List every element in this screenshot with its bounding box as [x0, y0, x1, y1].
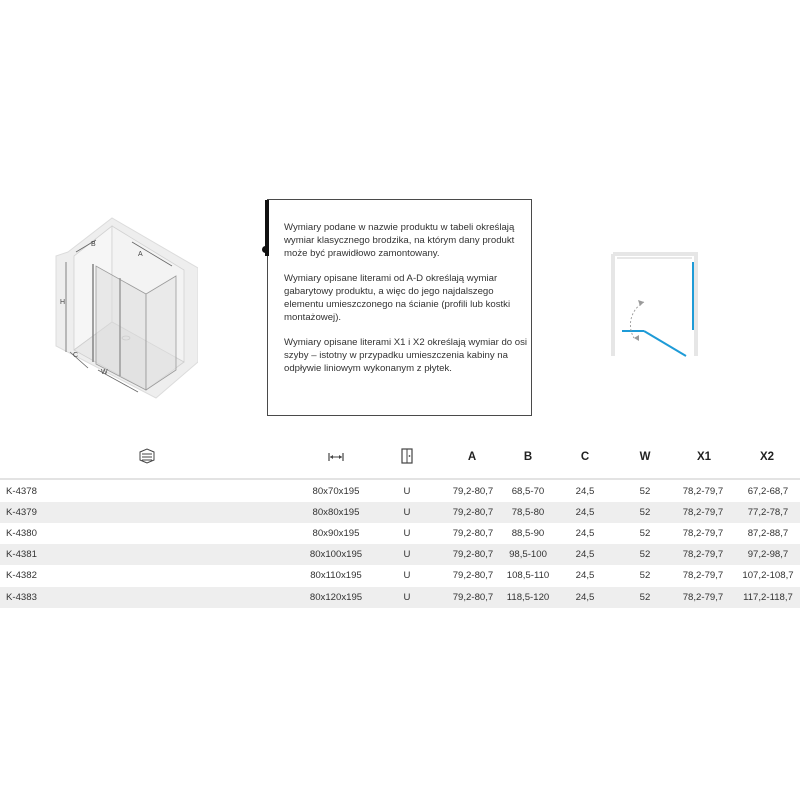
- width-arrows-icon: [328, 452, 344, 462]
- dimension-w: 52: [639, 486, 651, 497]
- column-header-x2: X2: [759, 451, 775, 463]
- info-paragraph-product-size: Wymiary podane w nazwie produktu w tabeli określają wymiar klasycznego brodzika, na którym dany produkt może być prawidłowo zamontowany.: [284, 222, 515, 259]
- door-type: U: [403, 528, 411, 539]
- door-type: U: [403, 570, 411, 581]
- column-header-a: A: [467, 451, 477, 463]
- dimension-label-a: A: [138, 251, 143, 258]
- dimension-b: 88,5-90: [511, 528, 545, 539]
- dimension-a: 79,2-80,7: [452, 507, 494, 518]
- door-type: U: [403, 549, 411, 560]
- dimension-a: 79,2-80,7: [452, 486, 494, 497]
- dimension-x2: 77,2-78,7: [747, 507, 789, 518]
- dimension-w: 52: [639, 570, 651, 581]
- dimension-x1: 78,2-79,7: [682, 486, 724, 497]
- product-code: K-4381: [6, 549, 37, 560]
- dimension-x2: 107,2-108,7: [742, 570, 794, 581]
- table-row: [0, 544, 800, 565]
- product-size: 80x80x195: [312, 507, 360, 518]
- dimension-label-c: C: [73, 352, 79, 359]
- dimension-x1: 78,2-79,7: [682, 549, 724, 560]
- table-row: [0, 587, 800, 608]
- column-header-b: B: [523, 451, 533, 463]
- dimension-x1: 78,2-79,7: [682, 592, 724, 603]
- table-row: [0, 565, 800, 586]
- column-header-c: C: [580, 451, 590, 463]
- product-code: K-4383: [6, 592, 37, 603]
- table-header-divider: [0, 478, 800, 480]
- table-row: [0, 481, 800, 502]
- dimension-c: 24,5: [575, 486, 595, 497]
- dimension-label-h: H: [60, 299, 66, 306]
- product-code: K-4382: [6, 570, 37, 581]
- product-size: 80x100x195: [309, 549, 363, 560]
- dimension-a: 79,2-80,7: [452, 570, 494, 581]
- dimension-c: 24,5: [575, 592, 595, 603]
- shower-cabin-icon: [138, 448, 156, 464]
- dimension-c: 24,5: [575, 549, 595, 560]
- dimension-b: 78,5-80: [511, 507, 545, 518]
- table-header: [0, 440, 800, 476]
- dimension-x2: 117,2-118,7: [743, 592, 793, 603]
- dimension-x1: 78,2-79,7: [682, 570, 724, 581]
- column-header-x1: X1: [696, 451, 712, 463]
- dimension-w: 52: [639, 507, 651, 518]
- door-swing-diagram: [606, 246, 706, 371]
- dimension-b: 118,5-120: [506, 592, 550, 603]
- dimension-c: 24,5: [575, 570, 595, 581]
- info-marker-dot: [262, 246, 269, 253]
- product-size: 80x120x195: [309, 592, 363, 603]
- dimension-x2: 97,2-98,7: [747, 549, 789, 560]
- product-code: K-4379: [6, 507, 37, 518]
- info-paragraph-a-d: Wymiary opisane literami od A-D określają wymiar gabarytowy produktu, a więc do jego najdalszego elementu umieszczonego na ścianie (profili lub kostki montażowej).: [284, 273, 511, 323]
- dimension-a: 79,2-80,7: [452, 528, 494, 539]
- dimension-x1: 78,2-79,7: [682, 507, 724, 518]
- table-row: [0, 523, 800, 544]
- product-code: K-4378: [6, 486, 37, 497]
- dimension-c: 24,5: [575, 507, 595, 518]
- dimension-w: 52: [639, 592, 651, 603]
- column-header-w: W: [639, 451, 651, 463]
- dimension-x2: 67,2-68,7: [747, 486, 789, 497]
- shower-cabin-diagram: [48, 212, 198, 412]
- door-type: U: [403, 486, 411, 497]
- dimension-b: 108,5-110: [506, 570, 550, 581]
- table-row: [0, 502, 800, 523]
- product-code: K-4380: [6, 528, 37, 539]
- product-size: 80x110x195: [310, 570, 362, 581]
- dimension-label-w: W: [101, 369, 108, 376]
- dimension-x2: 87,2-88,7: [747, 528, 789, 539]
- product-size: 80x70x195: [312, 486, 360, 497]
- door-icon: [401, 448, 413, 464]
- dimension-b: 98,5-100: [509, 549, 547, 560]
- info-paragraph-x1-x2: Wymiary opisane literami X1 i X2 określają wymiar do osi szyby – istotny w przypadku umieszczenia kabiny na odpływie liniowym wykonanym z płytek.: [284, 337, 528, 375]
- dimension-w: 52: [639, 528, 651, 539]
- product-size: 80x90x195: [312, 528, 360, 539]
- dimension-b: 68,5-70: [511, 486, 545, 497]
- dimension-w: 52: [639, 549, 651, 560]
- dimension-c: 24,5: [575, 528, 595, 539]
- dimension-label-b: B: [91, 241, 96, 248]
- info-text: [284, 222, 532, 389]
- dimension-a: 79,2-80,7: [452, 592, 494, 603]
- door-type: U: [403, 592, 411, 603]
- dimension-x1: 78,2-79,7: [682, 528, 724, 539]
- door-type: U: [403, 507, 411, 518]
- dimension-a: 79,2-80,7: [452, 549, 494, 560]
